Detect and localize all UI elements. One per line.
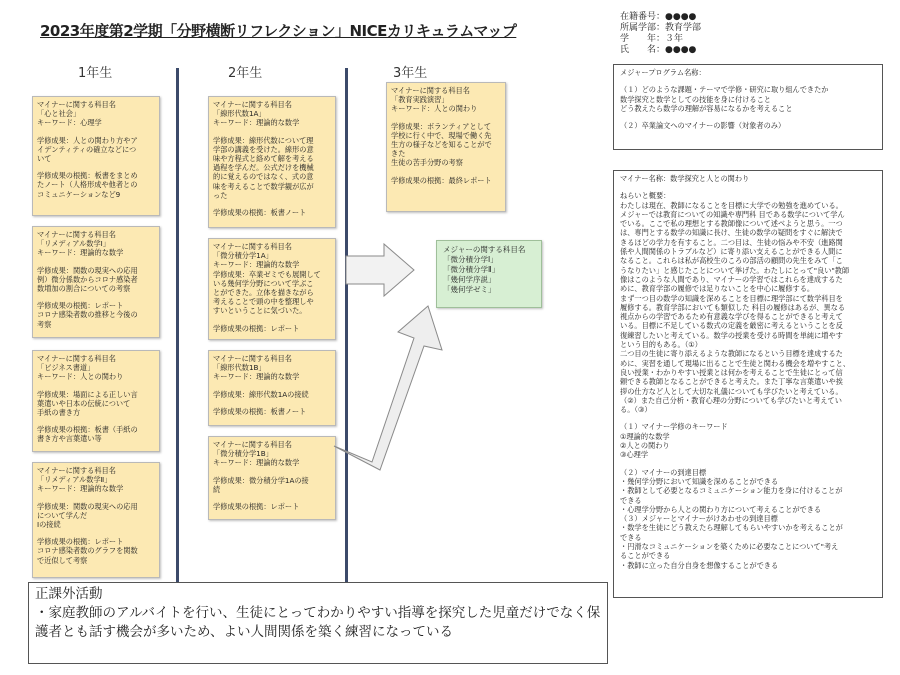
text-line: 手紙の書き方 bbox=[37, 408, 81, 418]
text-line: キーワード：心理学 bbox=[37, 118, 102, 128]
text-line: 学修成果：線形代数について理 bbox=[213, 135, 314, 145]
student-id: 在籍番号：●●●● bbox=[620, 12, 697, 22]
text-line: 頼できる教師となることができると考えた。また丁寧な言葉遣いや挨 bbox=[620, 377, 843, 387]
text-line: る。（③） bbox=[620, 405, 652, 415]
text-line: 考察 bbox=[37, 319, 52, 329]
text-line: 生徒の苦手分野の考察 bbox=[391, 158, 463, 168]
text-line: 視点からの学習であるため有意義な学びを得ることができると考えて bbox=[620, 312, 843, 322]
text-line: 学修成果の根拠：レポート bbox=[213, 502, 300, 512]
text-line: コロナ感染者数のグラフを関数 bbox=[37, 546, 138, 556]
text-line: 「リメディアル数学Ⅰ」 bbox=[37, 239, 110, 249]
text-line: 「教育実践演習」 bbox=[391, 95, 449, 105]
text-line: 考えることで頭の中を整理しや bbox=[213, 297, 314, 307]
text-line: 学部の講義を受けた。線形の意 bbox=[213, 144, 314, 154]
text-line: ることができる bbox=[620, 551, 671, 561]
text-line: 過程を学んだ。公式だけを機械 bbox=[213, 163, 314, 173]
text-line: キーワード：理論的な数学 bbox=[37, 484, 124, 494]
page-title: 2023年度第2学期「分野横断リフレクション」NICEカリキュラムマップ bbox=[40, 22, 517, 40]
text-line: 学修成果：卒業ゼミでも展開して bbox=[213, 269, 321, 279]
text-line: めに、教育学部の履修では足りないことを中心に履修する。 bbox=[620, 284, 815, 294]
text-line: 学修成果：人との関わり方やア bbox=[37, 135, 138, 145]
text-line: 数増加の割合についての考察 bbox=[37, 284, 131, 294]
text-line: きた bbox=[391, 149, 406, 159]
text-line: （１）どのような課題・テーマで学修・研究に取り組んできたか bbox=[620, 85, 829, 95]
text-line: うなりたい」と感じたことについて挙げた。わたしにとって"良い"教師 bbox=[620, 265, 850, 275]
text-line: たノート（人格形成や他者との bbox=[37, 180, 138, 190]
text-line: コロナ感染者数の推移と今後の bbox=[37, 310, 138, 320]
text-line: ③心理学 bbox=[620, 450, 649, 460]
text-line: で近似して考察 bbox=[37, 555, 88, 565]
text-line: 「微分積分学1A」 bbox=[213, 251, 273, 261]
text-line: 味を考えることで数学観が広が bbox=[213, 181, 314, 191]
student-name: 氏 名：●●●● bbox=[620, 45, 697, 55]
text-line: 「リメディアル数学Ⅱ」 bbox=[37, 475, 112, 485]
text-line: 学修成果：線形代数1Aの接続 bbox=[213, 389, 309, 399]
text-line: （１）マイナー学修のキーワード bbox=[620, 422, 728, 432]
right-arrow-icon bbox=[346, 244, 414, 296]
text-line: 「線形代数1B」 bbox=[213, 363, 266, 373]
text-line: 的に覚えるのではなく、式の意 bbox=[213, 172, 314, 182]
text-line: マイナーに関する科目名 bbox=[213, 100, 292, 109]
text-line: 「微分積分学Ⅰ」 bbox=[443, 255, 498, 264]
text-line: 履修する。教育学部においても類似した 科目の履修はあるが、異なる bbox=[620, 302, 846, 312]
spacer bbox=[620, 183, 876, 191]
text-line: 学修成果の根拠：レポート bbox=[37, 301, 124, 311]
text-line: 「幾何学ゼミ」 bbox=[443, 285, 496, 294]
student-grade: 学 年：３年 bbox=[620, 34, 684, 44]
text-line: 例）微分係数からコロナ感染者 bbox=[37, 274, 138, 284]
text-line: 拶の仕方など人として大切な礼儀についても学びたいと考えている。 bbox=[620, 386, 843, 396]
spacer bbox=[620, 77, 876, 85]
text-line: ・心理学分野から人との関わり方について考えることができる bbox=[620, 504, 822, 514]
text-line: という目的もある。（①） bbox=[620, 340, 702, 350]
text-line: 「ビジネス書道」 bbox=[37, 363, 95, 373]
text-line: きるほどの学力を有すること。二つ目は、生徒の悩みや不安（進路関 bbox=[620, 237, 843, 247]
extracurricular-box bbox=[28, 582, 608, 664]
text-line: いる幾何学分野について学ぶこ bbox=[213, 278, 314, 288]
text-line: 学修成果の根拠：レポート bbox=[213, 323, 300, 333]
text-line: マイナーに関する科目名 bbox=[213, 354, 292, 363]
text-line: でいる。ここで私の理想とする教師像について述べようと思う。一つ bbox=[620, 219, 843, 229]
text-line: （３）メジャーとマイナーがけあわせの到達目標 bbox=[620, 514, 778, 524]
extracurricular-heading: 正課外活動 bbox=[35, 586, 103, 602]
text-line: キーワード：理論的な数学 bbox=[37, 248, 124, 258]
text-line: 生方の様子などを知ることがで bbox=[391, 140, 492, 150]
text-line: まず一つ目の数学の知識を深めることを目標に理学部にて数学科目を bbox=[620, 293, 843, 303]
text-line: コミュニケーションなど9 bbox=[37, 189, 121, 199]
text-line: ・幾何学分野において知識を深めることができる bbox=[620, 476, 779, 486]
text-line: すいということに気づいた。 bbox=[213, 306, 307, 316]
diagonal-arrow-icon bbox=[334, 306, 442, 470]
text-line: キーワード：人との関わり bbox=[37, 372, 124, 382]
student-department: 所属学部：教育学部 bbox=[620, 23, 702, 33]
text-line: 学修成果：関数の現実への応用 bbox=[37, 501, 138, 511]
text-line: ・数学を生徒にどう教えたら理解してもらいやすいかを考えることが bbox=[620, 523, 843, 533]
text-line: ・教師に立った自分自身を想像することができる bbox=[620, 560, 779, 570]
major-program-panel bbox=[613, 64, 883, 150]
text-line: 学修成果：関数の現実への応用 bbox=[37, 265, 138, 275]
text-line: キーワード：理論的な数学 bbox=[213, 118, 300, 128]
text-line: マイナーに関する科目名 bbox=[37, 100, 116, 109]
text-line: キーワード：人との関わり bbox=[391, 104, 478, 114]
year-label-2: 2年生 bbox=[228, 66, 263, 81]
text-line: ①理論的な数学 bbox=[620, 431, 670, 441]
text-line: ②人との関わり bbox=[620, 441, 670, 451]
year-label-1: 1年生 bbox=[78, 66, 113, 81]
text-line: いて bbox=[37, 154, 52, 164]
year-label-3: 3年生 bbox=[393, 66, 428, 81]
text-line: なること。これらは私が高校生のころの部活の顧問の先生をみて「こ bbox=[620, 256, 843, 266]
text-line: とができた。立体を描きながら bbox=[213, 288, 314, 298]
text-line: どう教えたら数学の理解が容易になるかを考えること bbox=[620, 103, 793, 113]
text-line: マイナーに関する科目名 bbox=[391, 86, 470, 95]
text-line: マイナーに関する科目名 bbox=[213, 242, 292, 251]
text-line: ・教師として必要となるコミュニケーション能力を身に付けることが bbox=[620, 486, 843, 496]
text-line: 良い授業・わかりやすい授業とは何かを考えることで生徒にとって信 bbox=[620, 367, 843, 377]
text-line: 復練習したいと考えている。数学の授業を受ける時間を単純に増やす bbox=[620, 330, 843, 340]
text-line: キーワード：理論的な数学 bbox=[213, 372, 300, 382]
text-line: できる bbox=[620, 495, 642, 505]
text-line: 続 bbox=[213, 484, 221, 494]
text-line: ねらいと概要： bbox=[620, 191, 671, 201]
text-line: 「微分積分学1B」 bbox=[213, 449, 273, 459]
text-line: 味や方程式と絡めて解を考える bbox=[213, 154, 314, 164]
text-line: 数学探究と数学としての技能を身に付けること bbox=[620, 94, 771, 104]
text-line: 学修成果の根拠：板書ノート bbox=[213, 208, 307, 218]
text-line: （２）卒業論文へのマイナーの影響（対象者のみ） bbox=[620, 121, 786, 131]
text-line: わたしは現在、教師になることを目標に大学での勉強を進めている。 bbox=[620, 200, 843, 210]
text-line: マイナーに関する科目名 bbox=[213, 440, 292, 449]
spacer bbox=[620, 414, 876, 422]
text-line: 葉遣いや日本の伝統について bbox=[37, 398, 131, 408]
text-line: 係や人間関係のトラブルなど）に寄り添い支えることができる人間に bbox=[620, 247, 843, 257]
text-line: は、専門とする数学の知識に長け、生徒の数学の疑問をすぐに解決で bbox=[620, 228, 843, 238]
text-line: （２）マイナーの到達目標 bbox=[620, 467, 707, 477]
text-line: （②）また自己分析・教育心理の分野についても学びたいと考えてい bbox=[620, 395, 842, 405]
text-line: 学修成果：微分積分学1Aの接 bbox=[213, 475, 309, 485]
text-line: 書き方や言葉遣い等 bbox=[37, 434, 102, 444]
text-line: 学修成果の根拠：最終レポート bbox=[391, 175, 492, 185]
text-line: 「心と社会」 bbox=[37, 109, 81, 119]
text-line: Ⅰの接続 bbox=[37, 520, 61, 530]
text-line: 学修成果の根拠：板書（手紙の bbox=[37, 425, 138, 435]
text-line: った bbox=[213, 190, 228, 200]
text-line: 学修成果の根拠：板書をまとめ bbox=[37, 171, 138, 181]
text-line: 学修成果の根拠：レポート bbox=[37, 537, 124, 547]
text-line: マイナーに関する科目名 bbox=[37, 354, 116, 363]
major-courses-card bbox=[436, 240, 542, 308]
text-line: 学校に行く中で、現場で働く先 bbox=[391, 130, 492, 140]
text-line: マイナーに関する科目名 bbox=[37, 466, 116, 475]
text-line: 「幾何学序説」 bbox=[443, 275, 496, 284]
spacer bbox=[620, 460, 876, 468]
text-line: について学んだ bbox=[37, 510, 88, 520]
text-line: イデンティティの確立などにつ bbox=[37, 144, 137, 154]
text-line: 学修成果：場面による正しい言 bbox=[37, 389, 138, 399]
text-line: ・円滑なコミュニケーションを築くために必要なことについて"考え bbox=[620, 541, 839, 551]
text-line: 像はこのような人間であり、マイナーの学習ではこれらを達成するた bbox=[620, 274, 843, 284]
text-line: 学修成果の根拠：板書ノート bbox=[213, 406, 307, 416]
text-line: めに、実習を通して現場に出ることで生徒と関わる機会を増やすこと、 bbox=[620, 358, 851, 368]
text-line: 「線形代数1A」 bbox=[213, 109, 266, 119]
text-line: いる。目標に不足している数式の定義を厳密に考えるということを反 bbox=[620, 321, 843, 331]
text-line: マイナーに関する科目名 bbox=[37, 230, 116, 239]
text-line: できる bbox=[620, 532, 642, 542]
text-line: マイナー名称：数学探究と人との関わり bbox=[620, 174, 750, 183]
text-line: 学修成果：ボランティアとして bbox=[391, 121, 492, 131]
text-line: キーワード：理論的な数学 bbox=[213, 458, 300, 468]
text-line: 「微分積分学Ⅱ」 bbox=[443, 265, 500, 274]
text-line: メジャーの関する科目名 bbox=[443, 245, 526, 254]
text-line: キーワード：理論的な数学 bbox=[213, 260, 300, 270]
spacer bbox=[620, 113, 876, 121]
minor-program-panel bbox=[613, 170, 883, 598]
extracurricular-body: ・家庭教師のアルバイトを行い、生徒にとってわかりやすい指導を探究した児童だけでなく保護者とも話す機会が多いため、よい人間関係を築く練習になっている bbox=[35, 605, 601, 640]
text-line: 二つ目の生徒に寄り添えるような教師になるという目標を達成するた bbox=[620, 349, 843, 359]
text-line: メジャーでは教育についての知識や専門科 目である数学について学ん bbox=[620, 209, 845, 219]
text-line: メジャープログラム名称： bbox=[620, 68, 706, 77]
